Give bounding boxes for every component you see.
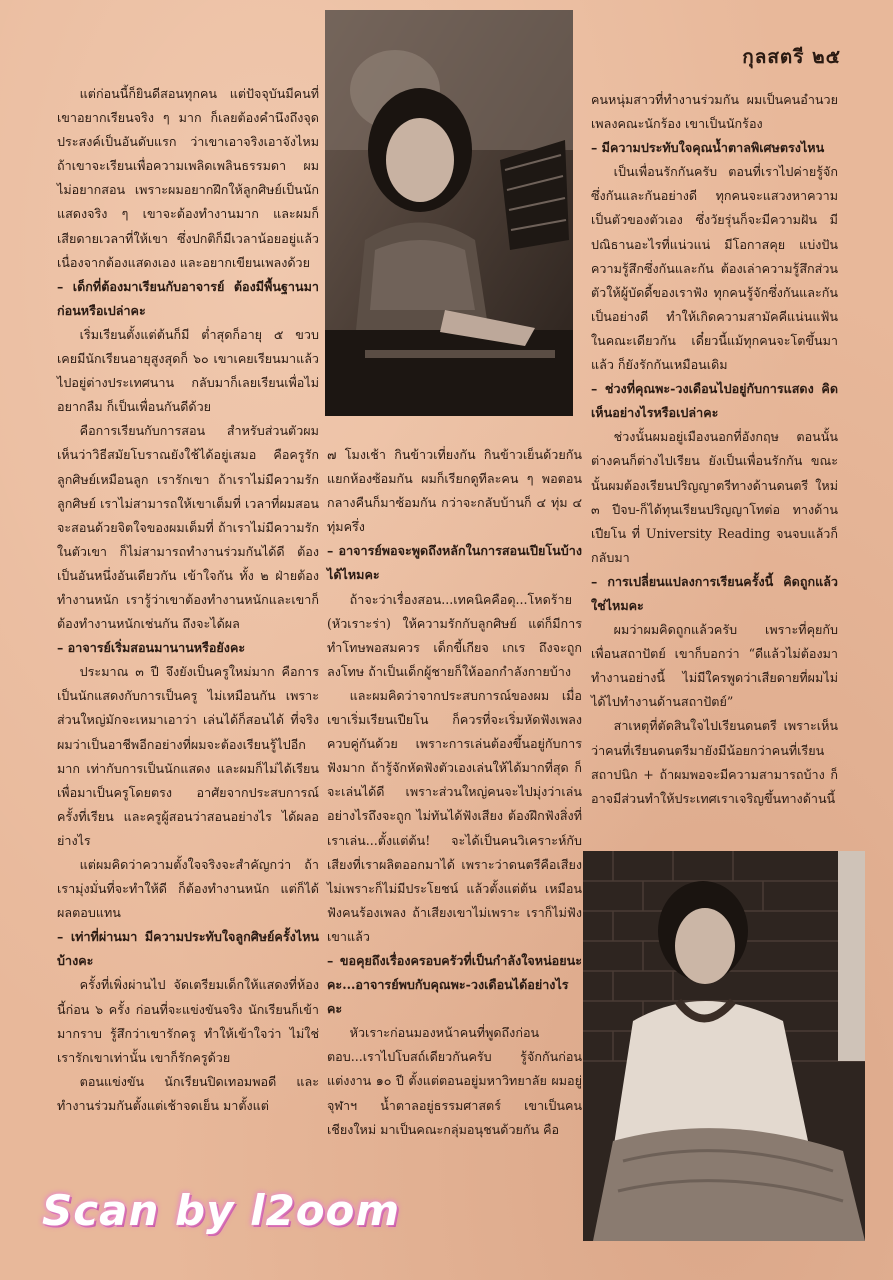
paragraph: เริ่มเรียนตั้งแต่ต้นก็มี ต่ำสุดก็อายุ ๕ ขวบ เคยมีนักเรียนอายุสูงสุดก็ ๖๐ เขาเคยเรียนมาแล้ว ไปอยู่ต่างประเทศนาน กลับมาก็เลยเรียนเพื่อไม่อยากลืม ก็เป็นเพื่อนกันดีด้วย [57, 326, 319, 415]
question: – อาจารย์พอจะพูดถึงหลักในการสอนเปียโนบ้างได้ไหมคะ [327, 543, 582, 583]
question: – การเปลี่ยนแปลงการเรียนครั้งนี้ คิดถูกแล้วใช่ไหมคะ [591, 573, 838, 613]
photo-woman-at-piano [325, 10, 573, 416]
photo-woman-at-piano-image [325, 10, 573, 416]
paragraph: ๗ โมงเช้า กินข้าวเที่ยงกัน กินข้าวเย็นด้วยกัน แยกห้องซ้อมกัน ผมก็เรียกดูทีละคน ๆ พอตอนกลางคืนก็มาซ้อมกัน กว่าจะกลับบ้านก็ ๔ ทุ่ม ๔ ทุ่มครึ่ง [327, 447, 582, 535]
photo-woman-seated [583, 851, 865, 1241]
paragraph: แต่ก่อนนี้ก็ยินดีสอนทุกคน แต่ปัจจุบันมีคนที่เขาอยากเรียนจริง ๆ มาก ก็เลยต้องคำนึงถึงจุดประสงค์เป็นอันดับแรก ว่าเขาเอาจริงเอาจังไหม ถ้าเขาจะเรียนเพื่อความเพลิดเพลินธรรมดา ผมไม่อยากสอน เพราะผมอยากฝึกให้ลูกศิษย์เป็นนักแสดงจริง ๆ เขาจะต้องทำงานมาก และผมก็เสียดายเวลาที่ให้เขา ซึ่งปกติก็มีเวลาน้อยอยู่แล้ว เนื่องจากต้องแสดงเอง และอยากเขียนเพลงด้วย [57, 86, 319, 270]
article-right-column [591, 88, 838, 811]
article-middle-column [327, 443, 582, 1142]
article-left-column [57, 82, 319, 1118]
question: – ช่วงที่คุณพะ-วงเดือนไปอยู่กับการแสดง คิดเห็นอย่างไรหรือเปล่าคะ [591, 381, 838, 421]
paragraph: ครั้งที่เพิ่งผ่านไป จัดเตรียมเด็กให้แสดงที่ห้องนี้ก่อน ๖ ครั้ง ก่อนที่จะแข่งขันจริง นักเรียนก็เข้ามากราบ รู้สึกว่าเขารักครู ทำให้เข้าใจว่า ไม่ใช่เรารักเขาเท่านั้น เขาก็รักครูด้วย [57, 977, 319, 1065]
question: – เท่าที่ผ่านมา มีความประทับใจลูกศิษย์ครั้งไหนบ้างคะ [57, 929, 319, 969]
photo-woman-seated-image [583, 851, 865, 1241]
paragraph: ถ้าจะว่าเรื่องสอน...เทคนิคคือดุ...โหดร้าย (หัวเราะร่า) ให้ความรักกับลูกศิษย์ แต่ก็มีการทำโทษพอสมควร เด็กขี้เกียจ เกเร ถึงจะถูกลงโทษ ถ้าเป็นเด็กผู้ชายก็ให้ออกกำลังกายบ้าง [327, 591, 582, 679]
paragraph: ประมาณ ๓ ปี จึงยังเป็นครูใหม่มาก คือการเป็นนักแสดงกับการเป็นครู ไม่เหมือนกัน เพราะส่วนใหญ่มักจะเหมาเอาว่า เล่นได้ก็สอนได้ ที่จริงผมว่าเป็นอาชีพอีกอย่างที่ผมจะต้องเรียนรู้ไปอีกมาก เท่ากับการเป็นนักแสดง และผมก็ไม่ได้เรียนเพื่อมาเป็นครูโดยตรง อาศัยจากประสบการณ์ครั้งที่เรียน และครูผู้สอนว่าสอนอย่างไร ได้ผลอย่างไร [57, 664, 319, 848]
paragraph: แต่ผมคิดว่าความตั้งใจจริงจะสำคัญกว่า ถ้าเรามุ่งมั่นที่จะทำให้ดี ก็ต้องทำงานหนัก แต่ก็ได้ผลตอบแทน [57, 857, 319, 921]
paragraph: ผมว่าผมคิดถูกแล้วครับ เพราะที่คุยกับเพื่อนสถาปัตย์ เขาก็บอกว่า “ดีแล้วไม่ต้องมาทำงานอย่างนี้ ไม่มีใครพูดว่าเสียดายที่ผมไม่ได้ไปทำงานด้านสถาปัตย์” [591, 622, 838, 710]
question: – เด็กที่ต้องมาเรียนกับอาจารย์ ต้องมีพื้นฐานมาก่อนหรือเปล่าคะ [57, 278, 319, 318]
question: – ขอคุยถึงเรื่องครอบครัวที่เป็นกำลังใจหน่อยนะคะ...อาจารย์พบกับคุณพะ-วงเดือนได้อย่างไรคะ [327, 952, 582, 1017]
question: – มีความประทับใจคุณน้ำตาลพิเศษตรงไหน [591, 140, 825, 156]
paragraph: เป็นเพื่อนรักกันครับ ตอนที่เราไปค่ายรู้จักซึ่งกันและกันอย่างดี ทุกคนจะแสวงหาความเป็นตัวของตัวเอง ซึ่งวัยรุ่นก็จะมีความฝัน มีปณิธานอะไรที่แน่วแน่ มีโอกาสคุย แบ่งปันความรู้สึกซึ่งกันและกัน ต้องเล่าความรู้สึกส่วนตัวให้ผู้บัดดี้ของเราฟัง ทุกคนรู้จักซึ่งกันและกันเป็นอย่างดี ทำให้เกิดความสามัคคีแน่นแฟ้นในคณะเดียวกัน เดี๋ยวนี้แม้ทุกคนจะโตขึ้นมาแล้ว ก็ยังรักกันเหมือนเดิม [591, 164, 838, 373]
paragraph: และผมคิดว่าจากประสบการณ์ของผม เมื่อเขาเริ่มเรียนเปียโน ก็ควรที่จะเริ่มหัดฟังเพลงควบคู่กันด้วย เพราะการเล่นต้องขึ้นอยู่กับการฟังมาก ถ้ารู้จักหัดฟังตัวเองเล่นให้ได้มากที่สุด ก็จะเล่นได้ดี เพราะส่วนใหญ่คนจะไปมุ่งว่าเล่นอย่างไรถึงจะถูก ไม่ทันได้ฟังเสียง ต้องฝึกฟังสิ่งที่เราเล่น...ตั้งแต่ต้น! จะได้เป็นคนวิเคราะห์กับเสียงที่เราผลิตออกมาได้ เพราะว่าดนตรีคือเสียง ไม่เพราะก็ไม่มีประโยชน์ แล้วตั้งแต่ต้น เหมือนฟังคนร้องเพลง ถ้าเสียงเขาไม่เพราะ เราก็ไม่ฟังเขาแล้ว [327, 687, 582, 944]
paragraph: คือการเรียนกับการสอน สำหรับส่วนตัวผม เห็นว่าวิธีสมัยโบราณยังใช้ได้อยู่เสมอ คือครูรักลูกศิษย์เหมือนลูก เรารักเขา ถ้าเราไม่มีความรักลูกศิษย์ เราไม่สามารถให้เขาเต็มที่ เวลาที่ผมสอน จะสอนด้วยจิตใจของผมเต็มที่ ถ้าเราไม่มีความรักในตัวเขา ก็ไม่สามารถทำงานร่วมกันได้ดี ต้องเป็นอันหนึ่งอันเดียวกัน เข้าใจกัน ทั้ง ๒ ฝ่ายต้องทำงานหนัก เรารู้ว่าเขาต้องทำงานหนักและเขาก็ต้องทำงานหนักเช่นกัน ถึงจะได้ผล [57, 423, 319, 632]
paragraph: ช่วงนั้นผมอยู่เมืองนอกที่อังกฤษ ตอนนั้นต่างคนก็ต่างไปเรียน ยังเป็นเพื่อนรักกัน ขณะนั้นผมต้องเรียนปริญญาตรีทางด้านดนตรี ใหม่ ๓ ปีจบ-ก็ได้ทุนเรียนปริญญาโทต่อ ทางด้านเปียโน ที่ University Reading จนจบแล้วก็กลับมา [591, 429, 838, 565]
scan-watermark: Scan by l2oom [42, 1186, 401, 1235]
paragraph: ตอนแข่งขัน นักเรียนปิดเทอมพอดี และทำงานร่วมกันตั้งแต่เช้าจดเย็น มาตั้งแต่ [57, 1073, 319, 1113]
page-header: กุลสตรี ๒๕ [742, 46, 841, 68]
question: – อาจารย์เริ่มสอนมานานหรือยังคะ [57, 640, 246, 656]
paragraph: สาเหตุที่ตัดสินใจไปเรียนดนตรี เพราะเห็นว่าคนที่เรียนดนตรีมายังมีน้อยกว่าคนที่เรียนสถาปนิก + ถ้าผมพอจะมีความสามารถบ้าง ก็อาจมีส่วนทำให้ประเทศเราเจริญขึ้นทางด้านนี้ [591, 718, 838, 806]
paragraph: คนหนุ่มสาวที่ทำงานร่วมกัน ผมเป็นคนอำนวยเพลงคณะนักร้อง เขาเป็นนักร้อง [591, 92, 838, 132]
paragraph: หัวเราะก่อนมองหน้าคนที่พูดถึงก่อนตอบ...เราไปโบสถ์เดียวกันครับ รู้จักกันก่อนแต่งงาน ๑๐ ปี ตั้งแต่ตอนอยู่มหาวิทยาลัย ผมอยู่จุฬาฯ น้ำตาลอยู่ธรรมศาสตร์ เขาเป็นคนเชียงใหม่ มาเป็นคณะกลุ่มอนุชนด้วยกัน คือ [327, 1025, 582, 1137]
